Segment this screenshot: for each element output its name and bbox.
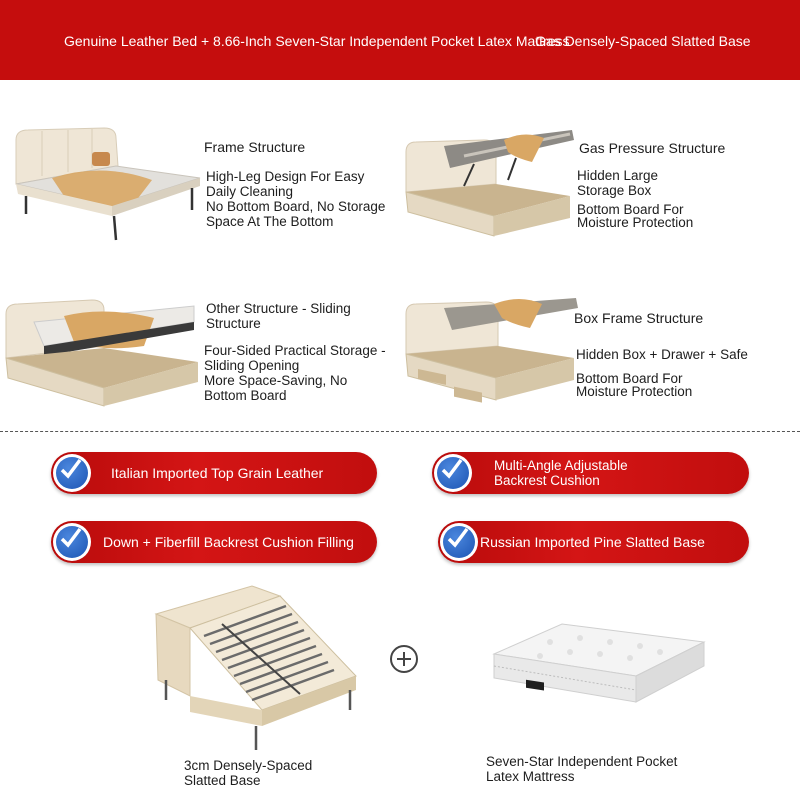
section-divider — [0, 431, 800, 432]
desc-line: Space At The Bottom — [206, 214, 334, 229]
desc-line: High-Leg Design For Easy — [206, 169, 365, 184]
check-icon — [53, 454, 91, 492]
desc-line: More Space-Saving, No — [204, 373, 348, 388]
gas-structure-title: Gas Pressure Structure — [579, 140, 726, 156]
desc-line: Bottom Board — [204, 388, 287, 403]
plus-circle-icon — [390, 645, 418, 673]
mattress-image — [490, 620, 706, 712]
slatted-base-caption — [184, 758, 312, 788]
banner-title-part1: Genuine Leather Bed + 8.66-Inch Seven-Star Independent Pocket Latex Mattress — [64, 33, 570, 49]
banner-title-part2: Gas Densely-Spaced Slatted Base — [535, 33, 751, 49]
top-banner — [0, 0, 800, 80]
frame-structure-desc — [206, 169, 385, 229]
caption-line: Seven-Star Independent Pocket — [486, 754, 678, 769]
bed-sliding-image — [4, 292, 200, 408]
feature-pill-leather — [51, 452, 377, 494]
caption-line: 3cm Densely-Spaced — [184, 758, 313, 773]
desc-line: Bottom Board For — [577, 202, 684, 217]
mattress-caption — [486, 754, 677, 784]
label-line: Backrest Cushion — [494, 473, 600, 488]
feature-label — [494, 452, 628, 494]
desc-line: Moisture Protection — [577, 215, 694, 230]
bed-box-frame-image — [404, 292, 580, 404]
desc-line: Hidden Large — [577, 168, 659, 183]
feature-pill-backrest-adjust — [432, 452, 749, 494]
title-line: Other Structure - Sliding — [206, 301, 351, 316]
box-structure-desc — [576, 347, 748, 398]
desc-line: Four-Sided Practical Storage - — [204, 343, 386, 358]
desc-line: Moisture Protection — [576, 384, 693, 399]
desc-line: Daily Cleaning — [206, 184, 294, 199]
feature-label: Down + Fiberfill Backrest Cushion Filling — [103, 533, 354, 550]
check-icon — [53, 523, 91, 561]
bed-frame-image — [12, 122, 202, 244]
frame-structure-title: Frame Structure — [204, 139, 306, 155]
feature-pill-pine-base — [438, 521, 749, 563]
title-line: Structure — [206, 316, 261, 331]
caption-line: Slatted Base — [184, 773, 261, 788]
sliding-structure-desc — [204, 343, 386, 403]
sliding-structure-title — [206, 301, 351, 331]
desc-line: Sliding Opening — [204, 358, 300, 373]
bed-gas-pressure-image — [404, 128, 576, 240]
check-icon — [434, 454, 472, 492]
box-structure-title: Box Frame Structure — [574, 310, 704, 326]
caption-line: Latex Mattress — [486, 769, 575, 784]
desc-line: Bottom Board For — [576, 371, 683, 386]
feature-label: Russian Imported Pine Slatted Base — [480, 533, 705, 550]
feature-label: Italian Imported Top Grain Leather — [111, 464, 324, 481]
gas-structure-desc — [577, 168, 693, 229]
desc-line: Hidden Box + Drawer + Safe — [576, 347, 748, 362]
feature-pill-cushion-filling — [51, 521, 377, 563]
check-icon — [440, 523, 478, 561]
desc-line: No Bottom Board, No Storage — [206, 199, 386, 214]
desc-line: Storage Box — [577, 183, 652, 198]
slatted-base-image — [152, 584, 360, 754]
label-line: Multi-Angle Adjustable — [494, 458, 628, 473]
